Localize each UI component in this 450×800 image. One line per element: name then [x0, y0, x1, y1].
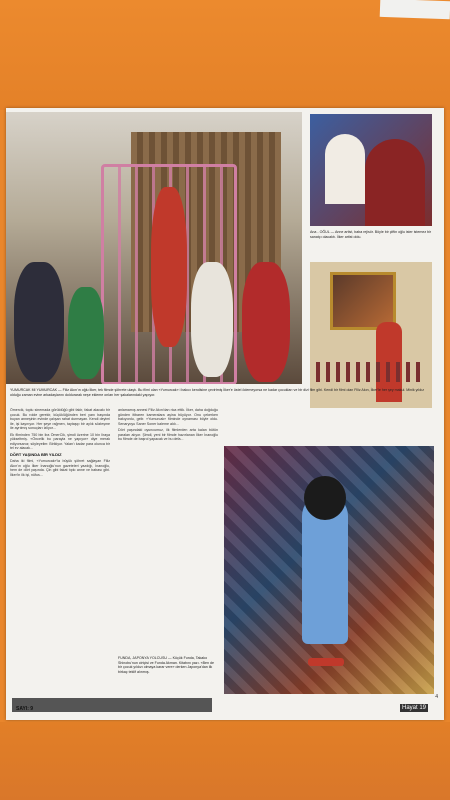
child-green-sweater [68, 287, 104, 379]
group-photo [6, 112, 302, 384]
article-column-2 [118, 408, 218, 688]
article-paragraph: Ek filminden 750 bin lira ÖmerCik, şimdi üzerine 10 bin liraya yükseltmiş. «Öncelik bu parayla ne yapıyor» diye merak ediyorsanız; söyleyelim: Birikiyor. Yalan'ı kadar para olunca bir tel ev alacak... [10, 432, 110, 450]
article-paragraph: anlamamış annesi Filiz Akın'dan rica ettik. İlker, daha doğduğu günden itibaren kameralara aşina büyüyor. Onu çekerken bakıyordu, gelir. «Yumurcak» filminde oynaması böyle oldu. Senaryoyu Saner Soner kaleme aldı... [118, 408, 218, 426]
article-paragraph: Dört yaşındaki oyuncumuz, ilk filmlerden arta kalan bütün paraları alıyor. Şimdi, yeni bir filmde hazırlanan İlker İnanoğlu bu filmde de başrol yapacak ve bu defa... [118, 428, 218, 441]
magazine-page [6, 108, 444, 720]
mother-figure [365, 139, 425, 226]
article-paragraph: Ömercik, toplu sinemada görüldüğü gibi fakir, fakat alacakı bir çocuk. Bu rolde gerekir, küçüklüğünden beri yanı başında buyan anneşinin evinde çalışan rahat durmayan. Kendi deyimi ile, işi kayırıyor. Her şeye rağmen, taytaşıp bir aylık sözleşme ile ayrılmış sonuçları izliyor... [10, 408, 110, 430]
article-paragraph: Daha iki filmi, «Yumurcak»'la büyük şöhret sağlayan Filiz Akın'ın oğlu İlker İnanoğlu'nun gazeteleri yazdığı, İnanoğlu, hem de dört yaşında. Çin gibi fakat tıpkı anne ve babası gibi. İlker'in ilk işi, nüfus... [10, 459, 110, 477]
issue-number: SAYI: 9 [16, 706, 34, 712]
footer-bar [12, 698, 212, 712]
candles [316, 362, 426, 382]
article-column-1 [10, 408, 110, 708]
red-shoes [308, 658, 344, 666]
son-figure [325, 134, 365, 204]
girl-hair [304, 476, 346, 520]
child-red-cardigan [242, 262, 290, 382]
boy-painting-photo [310, 262, 432, 408]
page-number: 4 [435, 694, 438, 700]
magazine-page-tag: Hayat 19 [401, 705, 426, 711]
paper-scrap [380, 0, 450, 19]
girl-blue-dress-photo [224, 446, 434, 694]
orange-background-bottom [0, 722, 450, 800]
child-red-overalls [151, 187, 187, 347]
mother-son-photo [310, 114, 432, 226]
caption-funda: FUNDA, JAPONYA YOLCUSU — Küçük Funda, Takako Shinobu'nun cirtçisi ve Funda Akman. Kitabını yazı. «Ben de bir çocuk yıldızı olmaya karar vere» derken Japonya'dan ilk birkaç teklif alınmış. [118, 656, 214, 674]
article-subheading: DÖRT YAŞINDA BİR YILDIZ [10, 451, 62, 457]
child-white-shirt [191, 262, 233, 377]
caption-main: YUMURCAK MI YUMURCAK — Filiz Akın'ın oğlu İlker, tek filmde şöhrete ulaştı. Bu filmi olan «Yumurcak» i bakıcı kendisine çevirtmiş İlker'e üstel ödemeyorsa ne kadar çocukları ve bir dizi film gibi. Kendi bir filmi olan Filiz Akın, İlker'le her şey makul. Minik yıldız olduğu zaman evine arkadaşlarını doldurarak neşe ekleme onları her şakalarındaki yapıyor. [10, 388, 425, 397]
child-left-dark [14, 262, 64, 382]
caption-mother-son: Ana - OĞUL — Anne artist, baba rejisör. Böyle bir çiftin oğlu ister istemez bir sanatçı olacaktı. İlker artist oldu. [310, 230, 432, 239]
